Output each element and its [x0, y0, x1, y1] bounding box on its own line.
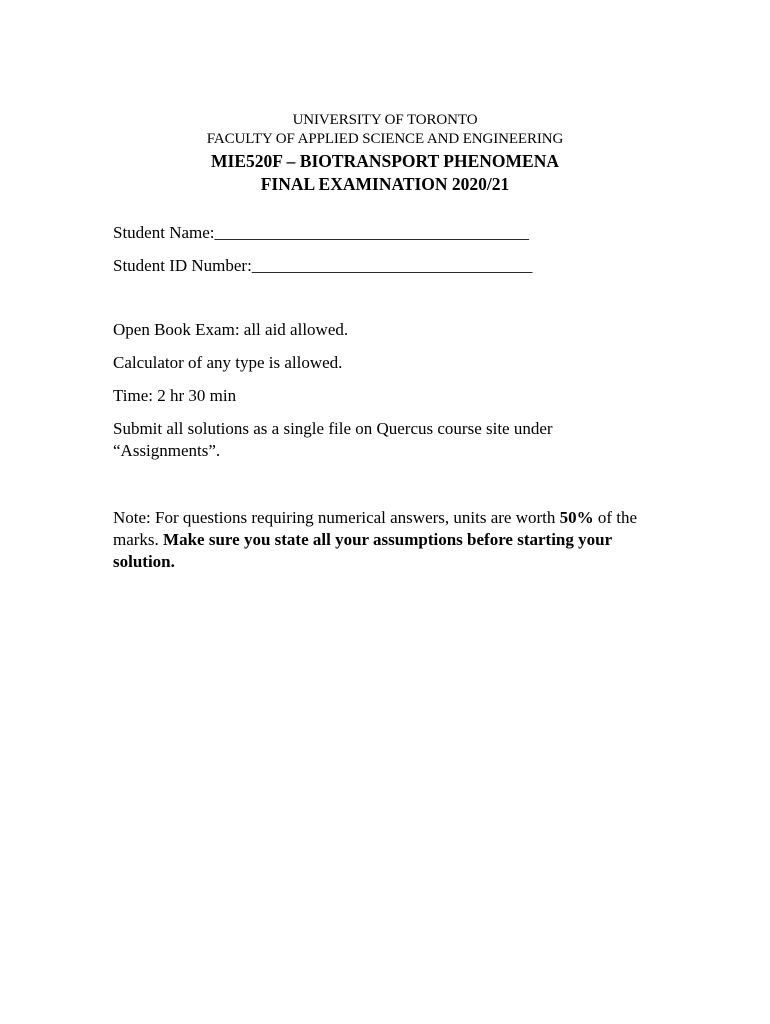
note-middle: of the marks. [113, 508, 638, 549]
note-percent: 50% [559, 508, 594, 527]
time-instruction: Time: 2 hr 30 min [113, 386, 237, 405]
note-paragraph [113, 507, 673, 573]
calculator-instruction: Calculator of any type is allowed. [113, 353, 343, 372]
open-book-instruction: Open Book Exam: all aid allowed. [113, 320, 349, 339]
university-name: UNIVERSITY OF TORONTO [292, 112, 478, 128]
note-emphasis: Make sure you state all your assumptions before starting your solution. [113, 530, 612, 571]
student-name-label: Student Name: [113, 223, 215, 242]
student-name-field [113, 222, 673, 244]
student-id-label: Student ID Number: [113, 256, 252, 275]
submit-instruction: Submit all solutions as a single file on Quercus course site under “Assignments”. [113, 419, 553, 460]
student-name-blank: _____________________________________ [214, 223, 530, 242]
faculty-name: FACULTY OF APPLIED SCIENCE AND ENGINEERING [206, 131, 564, 147]
exam-header [0, 111, 770, 196]
course-title: MIE520F – BIOTRANSPORT PHENOMENA [211, 151, 559, 171]
student-id-blank: _________________________________ [251, 256, 533, 275]
student-id-field [113, 255, 673, 277]
exam-title: FINAL EXAMINATION 2020/21 [260, 174, 510, 194]
note-prefix: Note: For questions requiring numerical answers, units are worth [113, 508, 560, 527]
